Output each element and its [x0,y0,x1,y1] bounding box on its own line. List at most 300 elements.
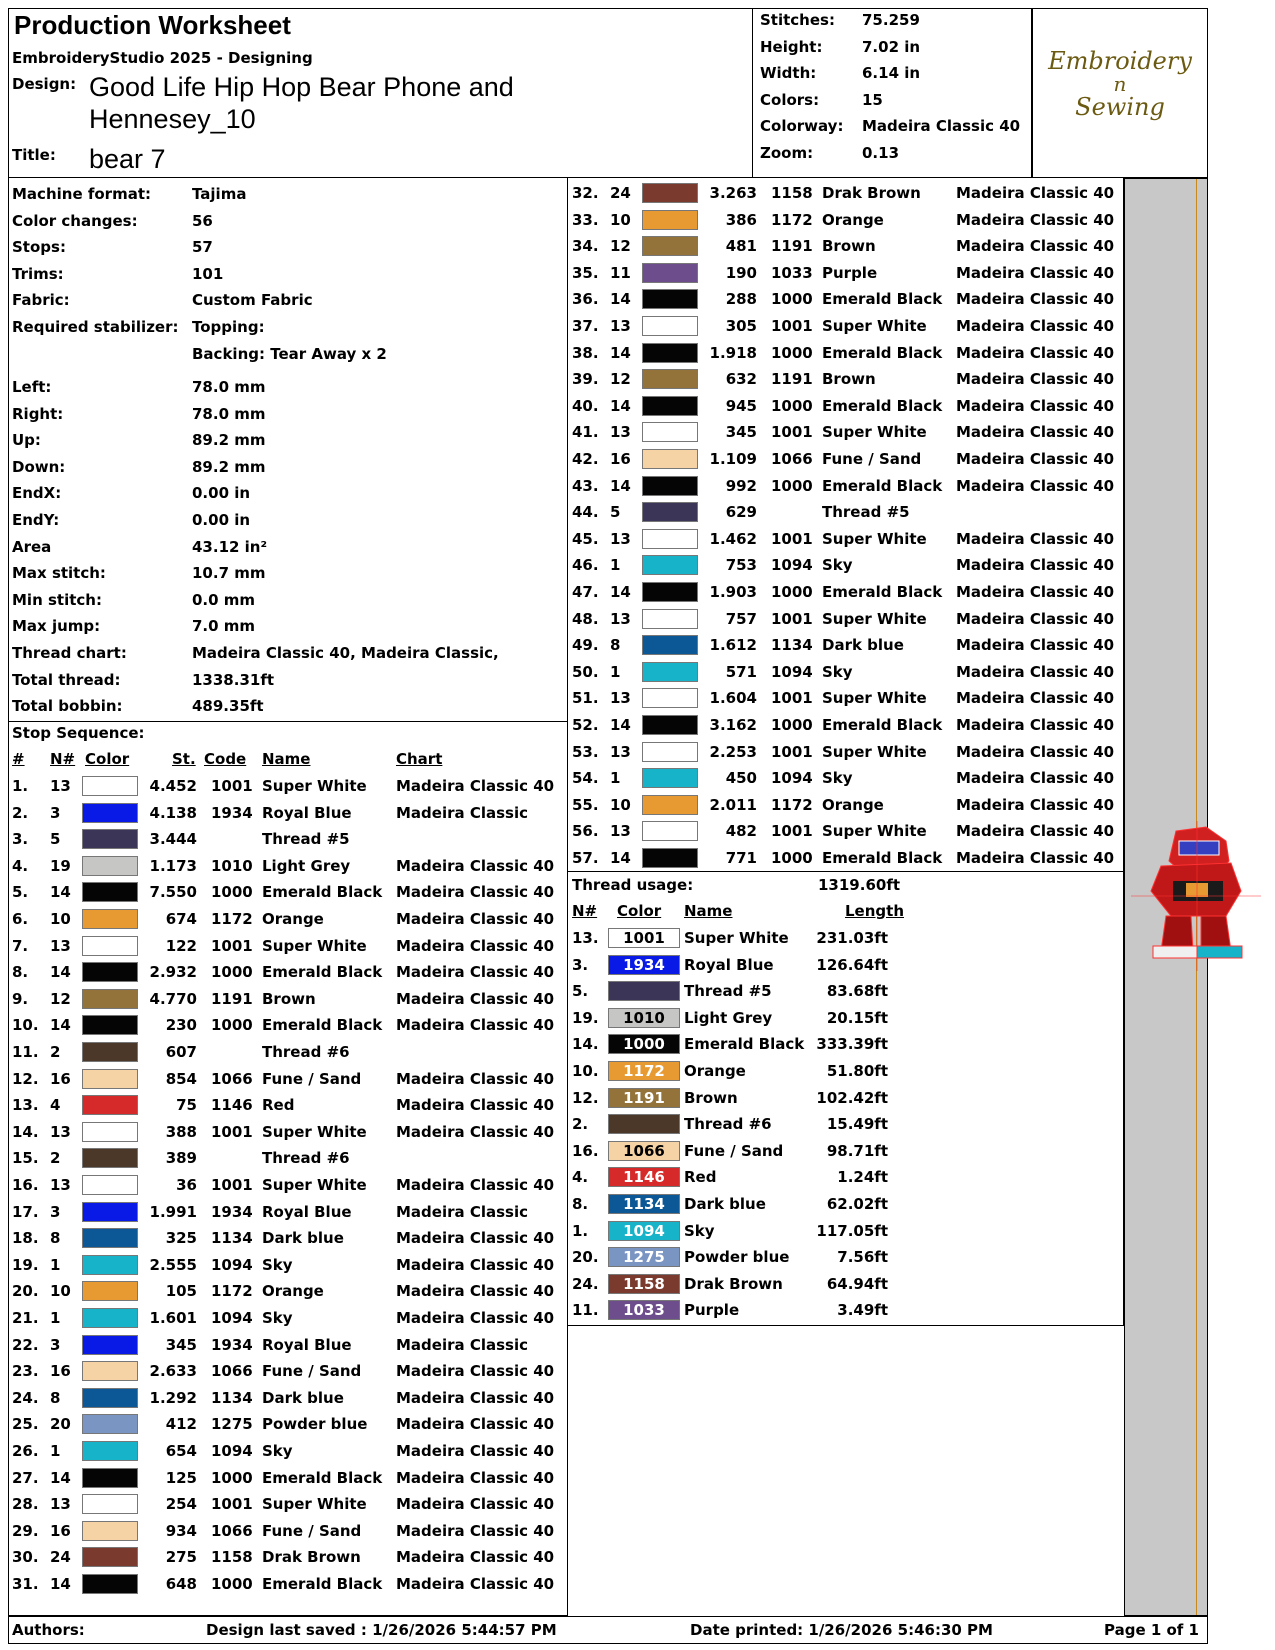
stop-sequence-row [8,1252,563,1279]
thread-chart: Madeira Classic 40 [956,396,1115,415]
stitch-count: 607 [165,1043,197,1061]
usage-needle: 13. [572,929,599,947]
usage-color-swatch: 1033 [608,1300,680,1320]
thread-chart: Madeira Classic 40 [396,777,555,795]
stop-num: 4. [12,856,29,875]
thread-code: 1000 [771,849,813,867]
usage-name: Brown [684,1088,738,1107]
needle-num: 14 [50,963,71,982]
needle-num: 10 [50,1282,71,1301]
thread-chart: Madeira Classic 40 [396,1521,555,1540]
thread-usage-row [568,1058,898,1085]
thread-chart: Madeira Classic [396,803,529,822]
thread-code: 1094 [211,1309,253,1327]
needle-num: 10 [610,210,631,229]
usage-name: Purple [684,1301,740,1320]
stop-num: 1. [12,777,29,795]
thread-code: 1033 [771,263,813,282]
usage-name: Dark blue [684,1195,766,1213]
thread-code: 1000 [771,290,813,309]
color-swatch [82,1574,138,1594]
thread-code: 1001 [771,822,813,841]
thread-code: 1001 [771,689,813,708]
color-swatch [82,856,138,876]
extent-value: 43.12 in² [192,537,268,556]
stat-value: 0.13 [862,143,900,162]
thread-usage-row [568,1244,898,1271]
stop-sequence-row [8,1278,563,1305]
thread-chart: Madeira Classic 40 [396,989,555,1008]
thread-name: Super White [822,529,927,548]
stop-sequence-row [568,739,1123,766]
col-header-name: Name [262,750,311,768]
stop-sequence-row [568,765,1123,792]
stop-num: 2. [12,803,29,822]
extent-value: 89.2 mm [192,431,266,450]
stop-sequence-row [568,446,1123,473]
thread-code: 1191 [771,370,813,389]
thread-code: 1000 [211,883,253,902]
color-swatch [642,742,698,762]
thread-code: 1146 [211,1096,253,1115]
thread-chart: Madeira Classic 40 [956,317,1115,335]
thread-code: 1010 [211,856,253,875]
thread-code: 1001 [771,529,813,548]
thread-chart: Madeira Classic 40 [956,742,1115,761]
needle-num: 14 [610,583,631,601]
color-swatch [642,263,698,283]
needle-num: 14 [610,290,631,309]
usage-header-color: Color [617,902,662,920]
color-swatch [82,1095,138,1115]
thread-code: 1000 [771,716,813,734]
usage-name: Thread #5 [684,982,772,1001]
stop-sequence-row [568,712,1123,739]
thread-chart: Madeira Classic 40 [956,849,1115,867]
thread-code: 1172 [211,1282,253,1301]
stop-num: 31. [12,1575,39,1593]
thread-name: Emerald Black [822,476,943,495]
col-header-color: Color [85,750,130,768]
stop-num: 7. [12,936,29,955]
stop-num: 15. [12,1149,39,1168]
needle-num: 14 [50,883,71,902]
stop-num: 32. [572,184,599,202]
needle-num: 16 [50,1069,71,1088]
color-swatch [642,396,698,416]
detail-value: Tajima [192,185,247,203]
color-swatch [82,1388,138,1408]
thread-name: Red [262,1096,295,1115]
thread-usage-row [568,1271,898,1298]
color-swatch [642,795,698,815]
stitch-count: 7.550 [149,883,197,902]
stitch-count: 386 [725,210,757,229]
stop-num: 30. [12,1548,39,1567]
usage-color-swatch: 1066 [608,1141,680,1161]
stop-num: 57. [572,849,599,867]
thread-name: Emerald Black [822,716,943,734]
footer-box [8,1616,1208,1644]
thread-code: 1094 [771,556,813,575]
stop-num: 45. [572,529,599,548]
usage-name: Royal Blue [684,955,774,974]
extent-value: 0.00 in [192,484,251,503]
thread-name: Super White [262,777,367,795]
stop-sequence-row [568,207,1123,234]
needle-num: 1 [50,1442,61,1460]
needle-num: 1 [50,1255,61,1274]
thread-chart: Madeira Classic [396,1202,529,1221]
color-swatch [82,1281,138,1301]
thread-code: 1934 [211,1202,253,1221]
usage-color-swatch: 1134 [608,1194,680,1214]
thread-name: Super White [822,742,927,761]
stitch-count: 389 [165,1149,197,1168]
color-swatch [82,1308,138,1328]
stitch-count: 254 [165,1495,197,1514]
usage-length: 126.64ft [816,955,888,974]
stitch-count: 105 [165,1282,197,1301]
color-swatch [642,449,698,469]
thread-code: 1066 [211,1521,253,1540]
needle-num: 3 [50,803,61,822]
usage-needle: 10. [572,1062,599,1080]
thread-name: Fune / Sand [262,1362,362,1381]
thread-chart: Madeira Classic 40 [396,1122,555,1141]
stitch-count: 2.253 [709,742,757,761]
usage-header-n: N# [572,902,598,920]
col-header-num: # [12,750,25,768]
needle-num: 10 [610,795,631,814]
thread-code: 1066 [211,1069,253,1088]
stop-sequence-row [568,260,1123,287]
thread-chart: Madeira Classic 40 [956,450,1115,468]
stop-sequence-row [8,1358,563,1385]
detail-label: Required stabilizer: [12,318,179,336]
color-swatch [642,821,698,841]
color-swatch [642,183,698,203]
stop-sequence-row [568,393,1123,420]
stitch-count: 345 [165,1335,197,1354]
thread-chart: Madeira Classic 40 [956,237,1115,256]
usage-needle: 3. [572,955,589,974]
extent-value: 7.0 mm [192,617,256,636]
thread-usage-row [568,1085,898,1112]
stop-sequence-row [8,1145,563,1172]
thread-chart: Madeira Classic 40 [396,936,555,955]
stitch-count: 934 [165,1521,197,1540]
stop-num: 29. [12,1521,39,1540]
stop-num: 50. [572,662,599,681]
thread-name: Super White [262,1122,367,1141]
thread-name: Emerald Black [822,583,943,601]
thread-name: Royal Blue [262,1202,352,1221]
thread-chart: Madeira Classic 40 [396,1096,555,1115]
title-value: bear 7 [89,144,166,174]
stop-num: 17. [12,1202,39,1221]
thread-chart: Madeira Classic 40 [956,769,1115,788]
thread-name: Super White [262,936,367,955]
thread-chart: Madeira Classic 40 [956,795,1115,814]
usage-needle: 16. [572,1141,599,1160]
stop-num: 23. [12,1362,39,1381]
stitch-count: 482 [725,822,757,841]
usage-length: 83.68ft [826,982,888,1001]
stop-num: 14. [12,1122,39,1141]
color-swatch [82,882,138,902]
thread-chart: Madeira Classic 40 [956,689,1115,708]
needle-num: 13 [610,742,631,761]
needle-num: 1 [610,556,621,575]
stop-sequence-row [568,233,1123,260]
thread-usage-row [568,1031,898,1058]
thread-code: 1158 [771,184,813,202]
needle-num: 14 [610,716,631,734]
stop-num: 11. [12,1043,39,1061]
color-swatch [642,688,698,708]
stop-num: 22. [12,1335,39,1354]
stitch-count: 4.452 [149,777,197,795]
needle-num: 5 [50,830,61,849]
stitch-count: 771 [725,849,757,867]
needle-num: 8 [610,636,621,655]
thread-name: Drak Brown [262,1548,361,1567]
needle-num: 14 [50,1575,71,1593]
thread-code: 1001 [211,936,253,955]
stop-sequence-row [8,1199,563,1226]
needle-num: 14 [50,1016,71,1035]
extent-value: 1338.31ft [192,670,275,689]
thread-name: Powder blue [262,1415,368,1434]
usage-needle: 11. [572,1301,599,1320]
stop-num: 21. [12,1309,39,1327]
thread-usage-row [568,952,898,979]
design-name-line2: Hennesey_10 [89,104,256,134]
usage-header-length: Length [845,902,904,920]
stop-num: 48. [572,609,599,628]
stop-num: 38. [572,343,599,362]
thread-name: Dark blue [822,636,904,655]
stop-sequence-row [8,1438,563,1465]
stop-num: 3. [12,830,29,849]
usage-name: Orange [684,1062,746,1080]
stop-num: 8. [12,963,29,982]
needle-num: 12 [50,989,71,1008]
usage-color-swatch: 1001 [608,928,680,948]
usage-needle: 4. [572,1168,589,1187]
thread-name: Sky [822,662,853,681]
extent-value: 10.7 mm [192,564,266,583]
stop-num: 52. [572,716,599,734]
stop-sequence-row [568,818,1123,845]
color-swatch [642,236,698,256]
needle-num: 16 [50,1521,71,1540]
thread-name: Royal Blue [262,1335,352,1354]
needle-num: 13 [610,423,631,442]
extent-value: 489.35ft [192,697,264,716]
color-swatch [642,343,698,363]
thread-name: Brown [262,989,316,1008]
thread-chart: Madeira Classic 40 [396,1415,555,1434]
usage-needle: 8. [572,1195,589,1213]
detail-value: Custom Fabric [192,291,313,310]
stop-num: 34. [572,237,599,256]
stat-value: 6.14 in [862,64,921,82]
thread-chart: Madeira Classic 40 [956,210,1115,229]
thread-usage-total: 1319.60ft [818,876,901,894]
color-swatch [642,210,698,230]
detail-label: Color changes: [12,211,138,230]
usage-needle: 5. [572,982,589,1001]
color-swatch [642,316,698,336]
stitch-count: 122 [165,936,197,955]
thread-name: Dark blue [262,1388,344,1407]
footer-authors: Authors: [12,1621,85,1639]
stop-num: 19. [12,1255,39,1274]
detail-label: Trims: [12,264,64,283]
color-swatch [642,502,698,522]
needle-num: 13 [50,777,71,795]
usage-needle: 14. [572,1035,599,1054]
needle-num: 16 [610,450,631,468]
needle-num: 20 [50,1415,71,1434]
needle-num: 8 [50,1229,61,1248]
thread-code: 1094 [211,1255,253,1274]
thread-name: Orange [822,210,884,229]
thread-chart: Madeira Classic 40 [956,263,1115,282]
title-label: Title: [12,146,56,164]
stitch-count: 1.612 [709,636,757,655]
stop-num: 36. [572,290,599,309]
thread-usage-row [568,1164,898,1191]
color-swatch [82,1122,138,1142]
stop-sequence-row [8,1225,563,1252]
stop-num: 9. [12,989,29,1008]
stop-sequence-row [8,1332,563,1359]
thread-name: Emerald Black [822,849,943,867]
thread-name: Super White [262,1176,367,1194]
usage-needle: 20. [572,1248,599,1267]
usage-color-swatch: 1094 [608,1221,680,1241]
usage-color-swatch: 1158 [608,1274,680,1294]
color-swatch [82,1175,138,1195]
thread-usage-row [568,1191,898,1218]
color-swatch [82,1042,138,1062]
thread-name: Emerald Black [262,1575,383,1593]
stitch-count: 75 [176,1096,197,1115]
stat-label: Colorway: [760,117,844,135]
stop-num: 6. [12,910,29,928]
design-preview [1124,178,1208,1616]
thread-chart: Madeira Classic 40 [396,910,555,928]
stop-sequence-row [568,552,1123,579]
usage-name: Thread #6 [684,1115,772,1134]
thread-code: 1001 [771,742,813,761]
thread-usage-row [568,1218,898,1245]
color-swatch [82,909,138,929]
logo-line3: Sewing [1075,93,1165,121]
needle-num: 13 [610,529,631,548]
extent-label: Min stitch: [12,590,102,609]
stitch-count: 674 [165,910,197,928]
needle-num: 1 [610,662,621,681]
extent-label: Total thread: [12,670,121,689]
stop-sequence-row [8,1012,563,1039]
thread-chart: Madeira Classic 40 [396,1442,555,1460]
thread-code: 1934 [211,1335,253,1354]
col-header-st: St. [172,750,196,768]
color-swatch [642,289,698,309]
stat-label: Height: [760,37,823,56]
stop-num: 42. [572,450,599,468]
thread-code: 1134 [211,1388,253,1407]
thread-chart: Madeira Classic 40 [396,1016,555,1035]
color-swatch [82,989,138,1009]
stop-sequence-row [568,579,1123,606]
stitch-count: 230 [165,1016,197,1035]
usage-name: Light Grey [684,1008,773,1027]
extent-label: EndY: [12,511,60,529]
usage-length: 231.03ft [816,929,888,947]
thread-code: 1000 [211,963,253,982]
stop-num: 54. [572,769,599,788]
usage-color-swatch: 1191 [608,1088,680,1108]
thread-name: Orange [822,795,884,814]
thread-usage-row [568,1297,898,1324]
thread-code: 1134 [211,1229,253,1248]
usage-length: 51.80ft [826,1062,888,1080]
needle-num: 13 [50,1495,71,1514]
thread-name: Dark blue [262,1229,344,1248]
color-swatch [82,829,138,849]
stitch-count: 992 [725,476,757,495]
stop-num: 28. [12,1495,39,1514]
extent-label: EndX: [12,484,62,503]
stop-num: 51. [572,689,599,708]
stitch-count: 345 [725,423,757,442]
stitch-count: 1.173 [149,856,197,875]
detail-value: Topping: [192,318,265,336]
extent-label: Max jump: [12,617,101,636]
stitch-count: 305 [725,317,757,335]
app-name: EmbroideryStudio 2025 - Designing [12,49,313,67]
stitch-count: 1.601 [149,1309,197,1327]
stop-sequence-row [8,853,563,880]
stop-num: 37. [572,317,599,335]
stitch-count: 571 [725,662,757,681]
stop-num: 53. [572,742,599,761]
stitch-count: 1.292 [149,1388,197,1407]
stop-sequence-row [8,906,563,933]
stop-sequence-row [8,1518,563,1545]
thread-name: Sky [262,1309,293,1327]
thread-code: 1000 [211,1575,253,1593]
color-swatch [642,609,698,629]
thread-chart: Madeira Classic 40 [396,1468,555,1487]
color-swatch [642,848,698,868]
stop-sequence-row [8,1039,563,1066]
needle-num: 10 [50,910,71,928]
detail-value: Backing: Tear Away x 2 [192,344,387,363]
extent-label: Left: [12,378,52,396]
stop-num: 55. [572,795,599,814]
thread-code: 1066 [211,1362,253,1381]
thread-name: Sky [822,556,853,575]
extent-label: Down: [12,457,66,476]
thread-usage-row [568,925,898,952]
thread-name: Emerald Black [262,883,383,902]
